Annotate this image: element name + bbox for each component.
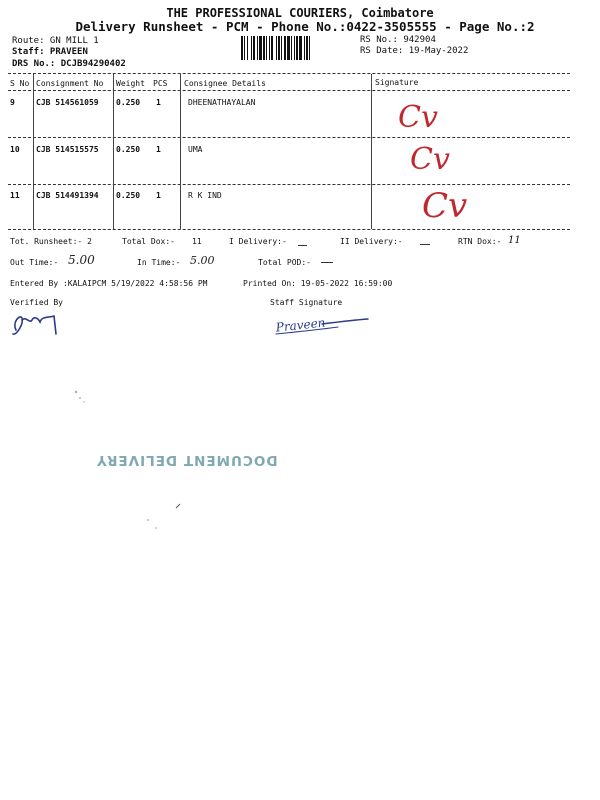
table-top-rule <box>8 73 570 74</box>
row-weight: 0.250 <box>116 191 141 200</box>
out-time-label: Out Time:- <box>10 258 59 267</box>
col-header-consignment: Consignment No <box>36 79 104 88</box>
row-consignee: UMA <box>188 145 203 154</box>
row-signature: Cv <box>410 142 450 177</box>
staff-label: Staff: PRAVEEN <box>12 47 88 57</box>
scan-specks <box>60 380 200 540</box>
ii-delivery-label: II Delivery:- <box>340 237 403 246</box>
row-weight: 0.250 <box>116 145 141 154</box>
rs-number: RS No.: 942904 <box>360 35 436 45</box>
total-dox-label: Total Dox:- <box>122 237 175 246</box>
rs-date: RS Date: 19-May-2022 <box>360 46 469 56</box>
col-header-consignee: Consignee Details <box>184 79 266 88</box>
row-consignee: R K IND <box>188 191 222 200</box>
column-divider <box>371 74 372 229</box>
row-sno: 11 <box>10 191 20 200</box>
rtn-dox-label: RTN Dox:- <box>458 237 502 246</box>
row-sno: 10 <box>10 145 20 154</box>
row-consignee: DHEENATHAYALAN <box>188 98 256 107</box>
verified-by-label: Verified By <box>10 298 63 307</box>
total-pod-label: Total POD:- <box>258 258 311 267</box>
col-header-signature: Signature <box>375 78 419 87</box>
verified-by-signature <box>10 308 64 340</box>
row-consignment: CJB 514561059 <box>36 98 99 107</box>
staff-signature-label: Staff Signature <box>270 298 343 307</box>
tot-runsheet: Tot. Runsheet:- 2 <box>10 237 92 246</box>
row-weight: 0.250 <box>116 98 141 107</box>
table-bottom-rule <box>8 229 570 230</box>
rtn-dox-value: 11 <box>508 235 521 246</box>
row-pcs: 1 <box>156 191 161 200</box>
company-name: THE PROFESSIONAL COURIERS, Coimbatore <box>166 6 434 20</box>
row-signature: Cv <box>422 186 468 226</box>
row-consignment: CJB 514515575 <box>36 145 99 154</box>
runsheet-title: Delivery Runsheet - PCM - Phone No.:0422-3505555 - Page No.:2 <box>75 19 535 34</box>
col-header-sno: S No <box>10 79 30 88</box>
column-divider <box>180 74 181 229</box>
row-pcs: 1 <box>156 145 161 154</box>
row-divider <box>8 137 570 138</box>
column-divider <box>33 74 34 229</box>
i-delivery-dash <box>298 245 307 246</box>
out-time-value: 5.00 <box>68 253 95 267</box>
row-signature: Cv <box>398 100 438 135</box>
printed-on: Printed On: 19-05-2022 16:59:00 <box>243 279 393 288</box>
staff-signature-text: Praveen <box>275 315 327 335</box>
total-dox-value: 11 <box>192 237 202 246</box>
col-header-weight: Weight <box>116 79 145 88</box>
table-header-rule <box>8 90 570 91</box>
staff-signature <box>272 314 372 340</box>
in-time-label: In Time:- <box>137 258 181 267</box>
row-divider <box>8 184 570 185</box>
col-header-pcs: PCS <box>153 79 168 88</box>
row-sno: 9 <box>10 98 15 107</box>
entered-by: Entered By :KALAIPCM 5/19/2022 4:58:56 PM <box>10 279 208 288</box>
i-delivery-label: I Delivery:- <box>229 237 287 246</box>
ii-delivery-dash <box>420 244 430 245</box>
in-time-value: 5.00 <box>190 254 215 267</box>
barcode <box>241 36 353 60</box>
row-pcs: 1 <box>156 98 161 107</box>
document-delivery-stamp: DOCUMENT DELIVERY <box>96 452 278 468</box>
row-consignment: CJB 514491394 <box>36 191 99 200</box>
total-pod-dash <box>321 262 333 263</box>
drs-number: DRS No.: DCJB94290402 <box>12 59 126 69</box>
route-label: Route: GN MILL 1 <box>12 36 99 46</box>
column-divider <box>113 74 114 229</box>
